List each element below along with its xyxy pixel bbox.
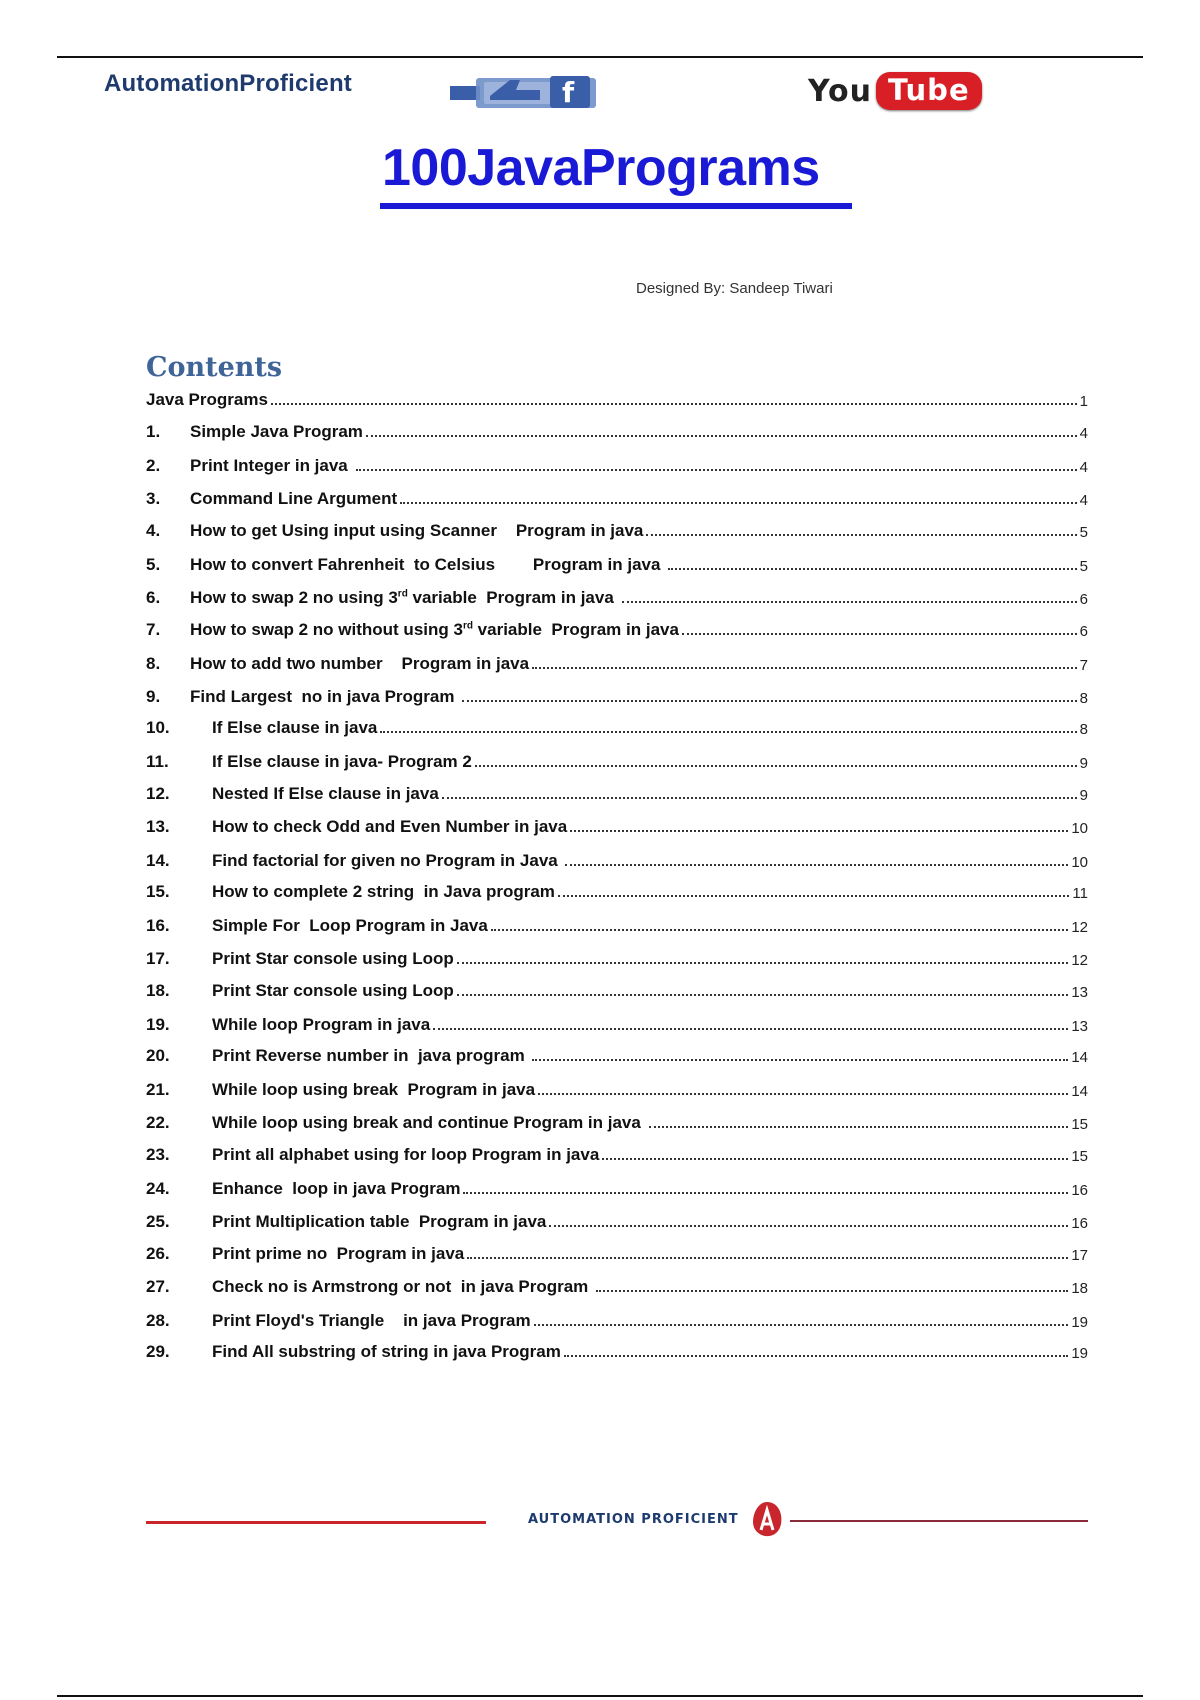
toc-entry-label: Print Integer in java xyxy=(190,456,353,475)
toc-entry-number: 2. xyxy=(146,456,161,475)
toc-entry[interactable] xyxy=(146,487,1088,509)
toc-entry-leader xyxy=(602,1157,1068,1160)
toc-entry-leader xyxy=(532,1058,1068,1061)
toc-entry[interactable] xyxy=(146,388,1088,410)
toc-entry[interactable] xyxy=(146,1013,1088,1035)
toc-entry-label: Print Star console using Loop xyxy=(212,949,454,968)
toc-entry-label: Java Programs xyxy=(146,390,268,409)
toc-entry-number: 1. xyxy=(146,422,161,441)
toc-entry-number: 9. xyxy=(146,687,161,706)
toc-entry-page: 9 xyxy=(1079,755,1088,772)
toc-entry-label: How to get Using input using Scanner Program in java xyxy=(190,521,644,540)
toc-entry-page: 13 xyxy=(1071,1018,1088,1035)
toc-entry[interactable] xyxy=(146,1275,1088,1297)
toc-entry-number: 3. xyxy=(146,489,161,508)
toc-entry-number: 15. xyxy=(146,882,170,901)
toc-entry-page: 17 xyxy=(1071,1247,1088,1264)
toc-entry[interactable] xyxy=(146,979,1088,1001)
toc-entry-number: 11. xyxy=(146,752,169,771)
toc-entry-leader xyxy=(668,567,1077,570)
toc-entry-number: 29. xyxy=(146,1342,170,1361)
toc-entry-label: Print prime no Program in java xyxy=(212,1244,465,1263)
toc-entry-page: 4 xyxy=(1079,492,1088,509)
footer-logo-text: AUTOMATION PROFICIENT xyxy=(528,1511,739,1527)
toc-entry-number: 4. xyxy=(146,521,161,540)
toc-entry-page: 5 xyxy=(1079,524,1088,541)
toc-entry[interactable] xyxy=(146,750,1088,772)
toc-entry-page: 12 xyxy=(1071,952,1088,969)
toc-entry-label: If Else clause in java xyxy=(212,718,378,737)
toc-entry-label: Print Floyd's Triangle in java Program xyxy=(212,1311,531,1330)
toc-entry-label: Print all alphabet using for loop Program in java xyxy=(212,1145,600,1164)
youtube-you-text: You xyxy=(808,73,872,109)
toc-entry-label: Simple For Loop Program in Java xyxy=(212,916,488,935)
toc-entry-label: Print Reverse number in java program xyxy=(212,1046,530,1065)
footer-rule-left xyxy=(146,1521,486,1524)
toc-entry-leader xyxy=(532,666,1077,669)
toc-entry-superscript: rd xyxy=(462,620,473,632)
toc-entry-label: Nested If Else clause in java xyxy=(212,784,439,803)
automation-proficient-a-icon xyxy=(749,1500,785,1538)
toc-entry-leader xyxy=(356,468,1077,471)
toc-entry-page: 16 xyxy=(1071,1215,1088,1232)
toc-entry[interactable] xyxy=(146,815,1088,837)
toc-entry[interactable] xyxy=(146,849,1088,871)
toc-entry-number: 28. xyxy=(146,1311,170,1330)
toc-entry-page: 8 xyxy=(1079,690,1088,707)
toc-entry-leader xyxy=(565,863,1068,866)
toc-entry-leader xyxy=(596,1289,1068,1292)
toc-entry-page: 9 xyxy=(1079,787,1088,804)
toc-entry-label: If Else clause in java- Program 2 xyxy=(212,752,472,771)
toc-entry[interactable] xyxy=(146,685,1088,707)
toc-entry-number: 8. xyxy=(146,654,161,673)
toc-entry-label: Command Line Argument xyxy=(190,489,398,508)
page-title: 100JavaPrograms xyxy=(382,139,820,197)
toc-entry-number: 16. xyxy=(146,916,170,935)
toc-entry-leader xyxy=(491,928,1068,931)
toc-entry-page: 13 xyxy=(1071,984,1088,1001)
toc-entry-page: 10 xyxy=(1071,820,1088,837)
toc-entry-label: Find Largest no in java Program xyxy=(190,687,460,706)
toc-entry-number: 21. xyxy=(146,1080,170,1099)
contents-heading: Contents xyxy=(146,352,283,383)
toc-entry-leader xyxy=(442,796,1077,799)
toc-entry-leader xyxy=(564,1354,1068,1357)
toc-entry-leader xyxy=(467,1256,1068,1259)
toc-entry-number: 10. xyxy=(146,718,170,737)
bottom-rule xyxy=(57,1695,1143,1697)
toc-entry-label: While loop using break and continue Program in java xyxy=(212,1113,646,1132)
footer-rule-right xyxy=(790,1520,1088,1522)
toc-entry[interactable] xyxy=(146,880,1088,902)
toc-entry-number: 13. xyxy=(146,817,170,836)
toc-entry-page: 15 xyxy=(1071,1116,1088,1133)
toc-entry-label: Print Star console using Loop xyxy=(212,981,454,1000)
toc-entry[interactable] xyxy=(146,586,1088,608)
toc-entry-leader xyxy=(682,632,1077,635)
designed-by: Designed By: Sandeep Tiwari xyxy=(636,280,833,297)
toc-entry-leader xyxy=(400,501,1077,504)
toc-entry-leader xyxy=(646,533,1076,536)
toc-entry-label: How to check Odd and Even Number in java xyxy=(212,817,568,836)
toc-entry-leader xyxy=(462,699,1076,702)
toc-entry-number: 14. xyxy=(146,851,170,870)
toc-entry-leader xyxy=(457,993,1069,996)
toc-entry-page: 10 xyxy=(1071,854,1088,871)
toc-entry-leader xyxy=(463,1191,1068,1194)
toc-entry[interactable] xyxy=(146,1309,1088,1331)
toc-entry-page: 15 xyxy=(1071,1148,1088,1165)
toc-entry[interactable] xyxy=(146,914,1088,936)
toc-entry-number: 18. xyxy=(146,981,170,1000)
toc-entry-page: 8 xyxy=(1079,721,1088,738)
toc-entry-number: 24. xyxy=(146,1179,170,1198)
toc-entry[interactable] xyxy=(146,1177,1088,1199)
toc-entry-page: 14 xyxy=(1071,1049,1088,1066)
toc-entry-leader xyxy=(538,1092,1068,1095)
toc-entry-label: Check no is Armstrong or not in java Program xyxy=(212,1277,593,1296)
toc-entry-label: How to swap 2 no without using 3rd variable Program in java xyxy=(190,620,679,639)
toc-entry[interactable] xyxy=(146,519,1088,541)
toc-entry[interactable] xyxy=(146,652,1088,674)
toc-entry-leader xyxy=(366,434,1077,437)
toc-entry-page: 6 xyxy=(1079,591,1088,608)
toc-entry-label: How to swap 2 no using 3rd variable Program in java xyxy=(190,588,619,607)
top-rule xyxy=(57,56,1143,58)
toc-entry-number: 6. xyxy=(146,588,161,607)
toc-entry-page: 19 xyxy=(1071,1345,1088,1362)
toc-entry-label: While loop Program in java xyxy=(212,1015,431,1034)
footer-logo xyxy=(528,1500,785,1538)
toc-entry-superscript: rd xyxy=(397,588,408,600)
toc-entry-label: Find All substring of string in java Program xyxy=(212,1342,561,1361)
toc-entry-page: 12 xyxy=(1071,919,1088,936)
toc-entry-leader xyxy=(622,600,1077,603)
toc-entry-number: 5. xyxy=(146,555,161,574)
toc-entry-leader xyxy=(558,894,1070,897)
toc-entry-label: Enhance loop in java Program xyxy=(212,1179,461,1198)
toc-entry-number: 26. xyxy=(146,1244,170,1263)
svg-text:f: f xyxy=(562,76,575,109)
toc-entry-page: 6 xyxy=(1079,623,1088,640)
toc-entry-page: 1 xyxy=(1079,393,1088,410)
toc-entry-number: 17. xyxy=(146,949,170,968)
toc-entry-page: 7 xyxy=(1079,657,1088,674)
toc-entry-page: 18 xyxy=(1071,1280,1088,1297)
toc-entry-number: 22. xyxy=(146,1113,170,1132)
toc-entry[interactable] xyxy=(146,553,1088,575)
toc-entry-leader xyxy=(475,764,1077,767)
toc-entry-number: 27. xyxy=(146,1277,170,1296)
toc-entry-page: 5 xyxy=(1079,558,1088,575)
toc-entry-label: Simple Java Program xyxy=(190,422,363,441)
toc-entry-page: 4 xyxy=(1079,425,1088,442)
toc-entry-page: 11 xyxy=(1072,885,1088,902)
toc-entry[interactable] xyxy=(146,1111,1088,1133)
toc-entry-number: 7. xyxy=(146,620,161,639)
toc-entry-label: How to convert Fahrenheit to Celsius Program in java xyxy=(190,555,666,574)
toc-entry-label: Find factorial for given no Program in Java xyxy=(212,851,563,870)
toc-entry-label: Print Multiplication table Program in java xyxy=(212,1212,547,1231)
toc-entry[interactable] xyxy=(146,1242,1088,1264)
toc-entry[interactable] xyxy=(146,618,1088,640)
toc-entry-leader xyxy=(534,1323,1069,1326)
toc-entry[interactable] xyxy=(146,1044,1088,1066)
toc-entry-page: 14 xyxy=(1071,1083,1088,1100)
brand-name: AutomationProficient xyxy=(104,70,352,97)
title-block xyxy=(380,140,860,209)
toc-entry[interactable] xyxy=(146,947,1088,969)
toc-entry-page: 4 xyxy=(1079,459,1088,476)
toc-entry-number: 19. xyxy=(146,1015,170,1034)
facebook-like-icon[interactable] xyxy=(450,70,620,110)
toc-entry-page: 19 xyxy=(1071,1314,1088,1331)
toc-entry[interactable] xyxy=(146,420,1088,442)
youtube-tube-text: Tube xyxy=(876,72,982,110)
toc-entry-leader xyxy=(549,1224,1068,1227)
toc-entry-leader xyxy=(570,829,1068,832)
toc-entry-leader xyxy=(380,730,1076,733)
toc-entry-leader xyxy=(649,1125,1069,1128)
toc-entry[interactable] xyxy=(146,454,1088,476)
toc-entry[interactable] xyxy=(146,716,1088,738)
toc-entry[interactable] xyxy=(146,1143,1088,1165)
toc-entry-leader xyxy=(433,1027,1068,1030)
toc-entry-number: 12. xyxy=(146,784,170,803)
youtube-logo[interactable] xyxy=(808,72,982,110)
toc-entry-number: 25. xyxy=(146,1212,170,1231)
toc-entry-label: How to complete 2 string in Java program xyxy=(212,882,555,901)
toc-entry[interactable] xyxy=(146,1340,1088,1362)
toc-entry-number: 20. xyxy=(146,1046,170,1065)
toc-entry-leader xyxy=(457,961,1069,964)
toc-entry[interactable] xyxy=(146,1210,1088,1232)
toc-entry-label: How to add two number Program in java xyxy=(190,654,530,673)
toc-entry-label: While loop using break Program in java xyxy=(212,1080,536,1099)
toc-entry[interactable] xyxy=(146,1078,1088,1100)
title-underline xyxy=(380,203,852,209)
toc-entry[interactable] xyxy=(146,782,1088,804)
toc-entry-leader xyxy=(271,402,1077,405)
toc-entry-page: 16 xyxy=(1071,1182,1088,1199)
toc-entry-number: 23. xyxy=(146,1145,170,1164)
